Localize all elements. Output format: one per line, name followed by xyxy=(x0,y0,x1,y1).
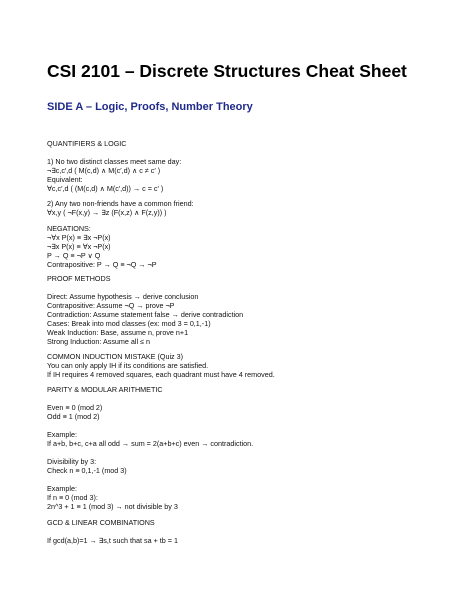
formula-line: If gcd(a,b)=1 → ∃s,t such that sa + tb = 1 xyxy=(47,536,178,545)
text-line: Direct: Assume hypothesis → derive conclusion xyxy=(47,292,199,301)
text-line: Contrapositive: Assume ¬Q → prove ¬P xyxy=(47,301,175,310)
formula-line: 2n^3 + 1 ≡ 1 (mod 3) → not divisible by 3 xyxy=(47,502,178,511)
text-line: You can only apply IH if its conditions are satisfied. xyxy=(47,361,209,370)
formula-line: ¬∀x P(x) ≡ ∃x ¬P(x) xyxy=(47,233,111,242)
formula-line: If n ≡ 0 (mod 3): xyxy=(47,493,98,502)
text-line: Equivalent: xyxy=(47,175,83,184)
section-heading: SIDE A – Logic, Proofs, Number Theory xyxy=(47,101,253,113)
text-line: Strong Induction: Assume all ≤ n xyxy=(47,337,151,346)
text-line: Example: xyxy=(47,484,77,493)
subsection-heading-gcd: GCD & LINEAR COMBINATIONS xyxy=(47,518,155,527)
formula-line: ∀x,y ( ¬F(x,y) → ∃z (F(x,z) ∧ F(z,y)) ) xyxy=(47,208,167,217)
text-line: Divisibility by 3: xyxy=(47,457,97,466)
formula-line: Even ≡ 0 (mod 2) xyxy=(47,403,103,412)
text-line: 2) Any two non-friends have a common friend: xyxy=(47,199,194,208)
text-line: If IH requires 4 removed squares, each quadrant must have 4 removed. xyxy=(47,370,275,379)
subsection-heading-proof-methods: PROOF METHODS xyxy=(47,274,111,283)
text-line: Contradiction: Assume statement false → derive contradiction xyxy=(47,310,244,319)
text-line: Check n ≡ 0,1,-1 (mod 3) xyxy=(47,466,127,475)
formula-line: Odd ≡ 1 (mod 2) xyxy=(47,412,100,421)
formula-line: ∀c,c′,d ( (M(c,d) ∧ M(c′,d)) → c = c′ ) xyxy=(47,184,164,193)
text-line: 1) No two distinct classes meet same day: xyxy=(47,157,182,166)
formula-line: P → Q ≡ ¬P ∨ Q xyxy=(47,251,101,260)
text-line: If a+b, b+c, c+a all odd → sum = 2(a+b+c) even → contradiction. xyxy=(47,439,254,448)
document-title: CSI 2101 – Discrete Structures Cheat Sheet xyxy=(47,61,407,81)
text-line: Example: xyxy=(47,430,77,439)
subsection-heading-quantifiers: QUANTIFIERS & LOGIC xyxy=(47,139,127,148)
text-line: NEGATIONS: xyxy=(47,224,91,233)
text-line: Weak Induction: Base, assume n, prove n+1 xyxy=(47,328,189,337)
text-line: Cases: Break into mod classes (ex: mod 3 = 0,1,-1) xyxy=(47,319,211,328)
formula-line: Contrapositive: P → Q ≡ ¬Q → ¬P xyxy=(47,260,157,269)
subsection-heading-induction-mistake: COMMON INDUCTION MISTAKE (Quiz 3) xyxy=(47,352,184,361)
formula-line: ¬∃x P(x) ≡ ∀x ¬P(x) xyxy=(47,242,111,251)
formula-line: ¬∃c,c′,d ( M(c,d) ∧ M(c′,d) ∧ c ≠ c′ ) xyxy=(47,166,161,175)
subsection-heading-parity: PARITY & MODULAR ARITHMETIC xyxy=(47,385,163,394)
